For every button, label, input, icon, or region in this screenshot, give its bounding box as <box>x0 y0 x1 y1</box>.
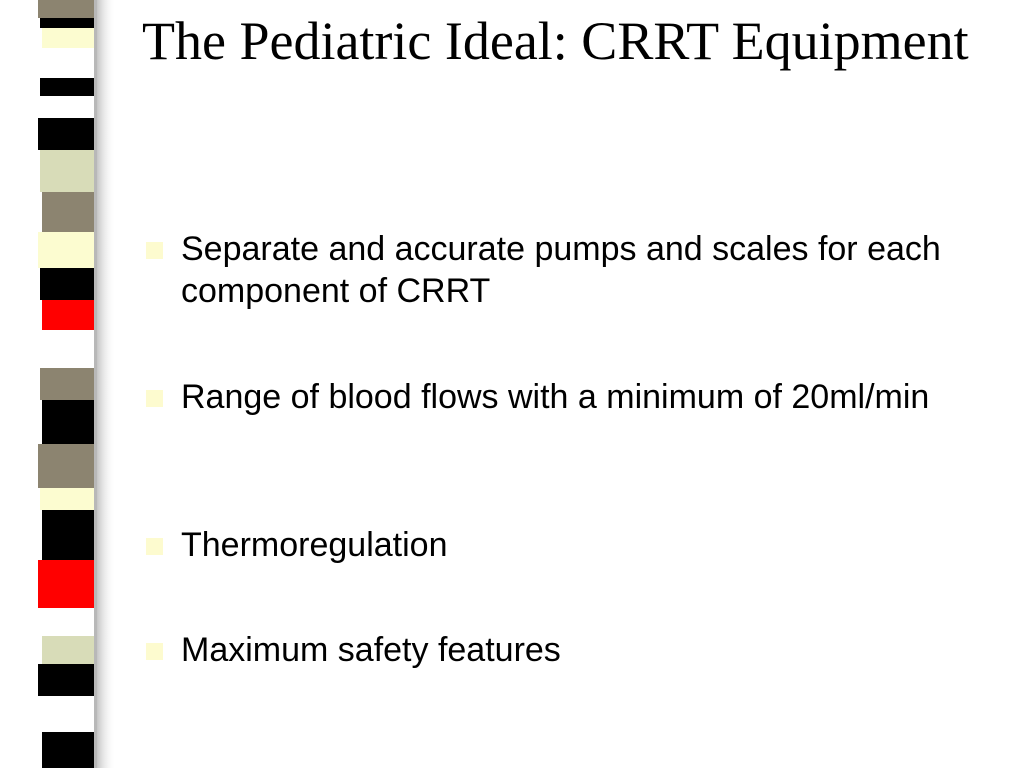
stripe-band <box>40 608 96 636</box>
decorative-stripe-banner <box>0 0 120 768</box>
bullet-item <box>144 524 994 566</box>
bullet-item <box>144 228 994 312</box>
stripe-band <box>40 488 96 510</box>
stripe-banner-graphic <box>0 0 120 768</box>
bullet-item <box>144 629 994 671</box>
stripe-band <box>40 268 96 300</box>
bullet-item <box>144 376 994 418</box>
stripe-band <box>42 192 96 232</box>
stripe-band <box>42 400 96 444</box>
stripe-band <box>42 28 96 48</box>
square-bullet-icon <box>146 643 163 660</box>
stripe-band <box>42 300 96 330</box>
stripe-band <box>40 78 96 96</box>
stripe-band <box>38 48 96 78</box>
stripe-band <box>38 118 96 150</box>
bullet-text: Separate and accurate pumps and scales for each component of CRRT <box>181 230 941 310</box>
stripe-band <box>42 732 96 768</box>
bullet-text: Range of blood flows with a minimum of 20ml/min <box>181 378 930 416</box>
square-bullet-icon <box>146 242 163 259</box>
stripe-band <box>42 96 96 118</box>
slide-title: The Pediatric Ideal: CRRT Equipment <box>142 11 969 71</box>
stripe-band <box>38 330 96 368</box>
stripe-band <box>38 444 96 488</box>
bullet-text: Maximum safety features <box>181 631 561 669</box>
stripe-band <box>40 18 96 28</box>
stripe-band <box>40 150 96 192</box>
stripe-edge <box>94 0 97 768</box>
square-bullet-icon <box>146 390 163 407</box>
stripe-band <box>40 696 96 732</box>
bullet-text: Thermoregulation <box>181 526 448 564</box>
stripe-shadow <box>96 0 116 768</box>
stripe-band <box>38 560 96 608</box>
stripe-band <box>38 664 96 696</box>
stripe-band <box>40 368 96 400</box>
stripe-band <box>38 0 96 18</box>
stripe-band <box>42 636 96 664</box>
stripe-band <box>42 510 96 560</box>
square-bullet-icon <box>146 538 163 555</box>
stripe-band <box>38 232 96 268</box>
